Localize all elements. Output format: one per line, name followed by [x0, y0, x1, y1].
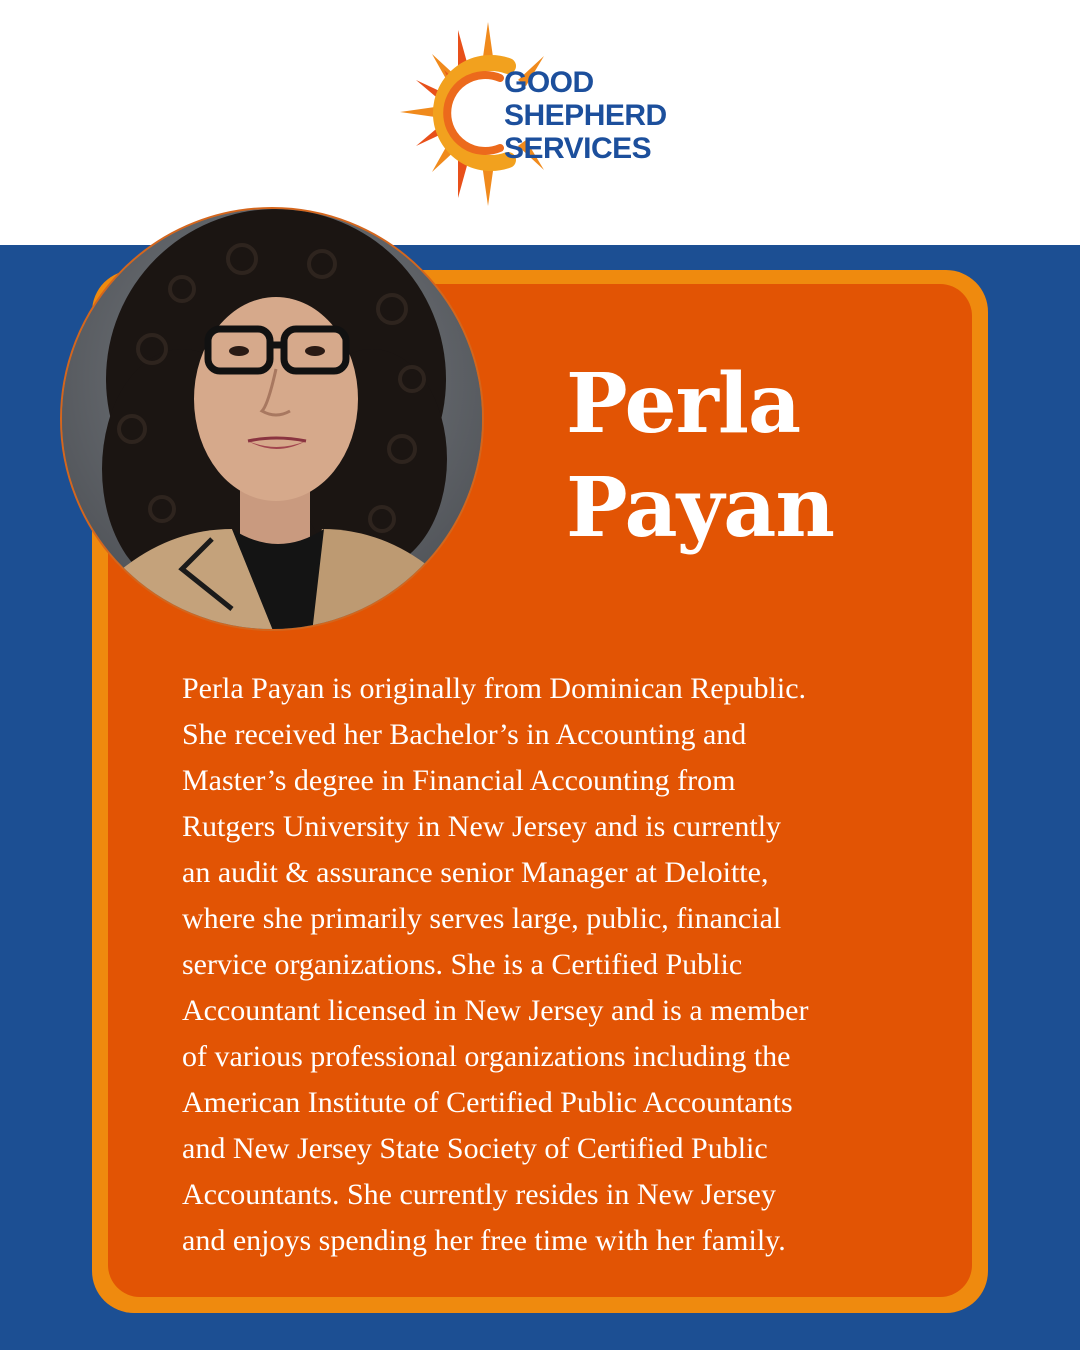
- bio-line: where she primarily serves large, public, financial: [182, 902, 782, 935]
- profile-name: [566, 352, 834, 560]
- bio-line: service organizations. She is a Certified Public: [182, 948, 743, 981]
- header: [0, 0, 1080, 245]
- logo-line-2: SHEPHERD: [504, 99, 667, 132]
- bio-line: and New Jersey State Society of Certified Public: [182, 1132, 768, 1165]
- bio-line: of various professional organizations including the: [182, 1040, 791, 1073]
- name-last: Payan: [566, 460, 834, 556]
- bio-text: [182, 666, 922, 1264]
- logo-line-3: SERVICES: [504, 132, 652, 165]
- name-first: Perla: [566, 356, 801, 452]
- logo-wordmark: [504, 66, 667, 165]
- bio-line: Master’s degree in Financial Accounting from: [182, 764, 736, 797]
- bio-line: American Institute of Certified Public Accountants: [182, 1086, 793, 1119]
- portrait-photo: [60, 207, 484, 631]
- bio-line: and enjoys spending her free time with her family.: [182, 1224, 786, 1257]
- bio-line: Rutgers University in New Jersey and is currently: [182, 810, 782, 843]
- bio-line: She received her Bachelor’s in Accounting and: [182, 718, 747, 751]
- logo-line-1: GOOD: [504, 66, 594, 99]
- bio-line: Perla Payan is originally from Dominican Republic.: [182, 672, 807, 705]
- bio-line: Accountant licensed in New Jersey and is a member: [182, 994, 809, 1027]
- good-shepherd-logo: [396, 20, 696, 210]
- bio-line: Accountants. She currently resides in New Jersey: [182, 1178, 776, 1211]
- bio-line: an audit & assurance senior Manager at Deloitte,: [182, 856, 769, 889]
